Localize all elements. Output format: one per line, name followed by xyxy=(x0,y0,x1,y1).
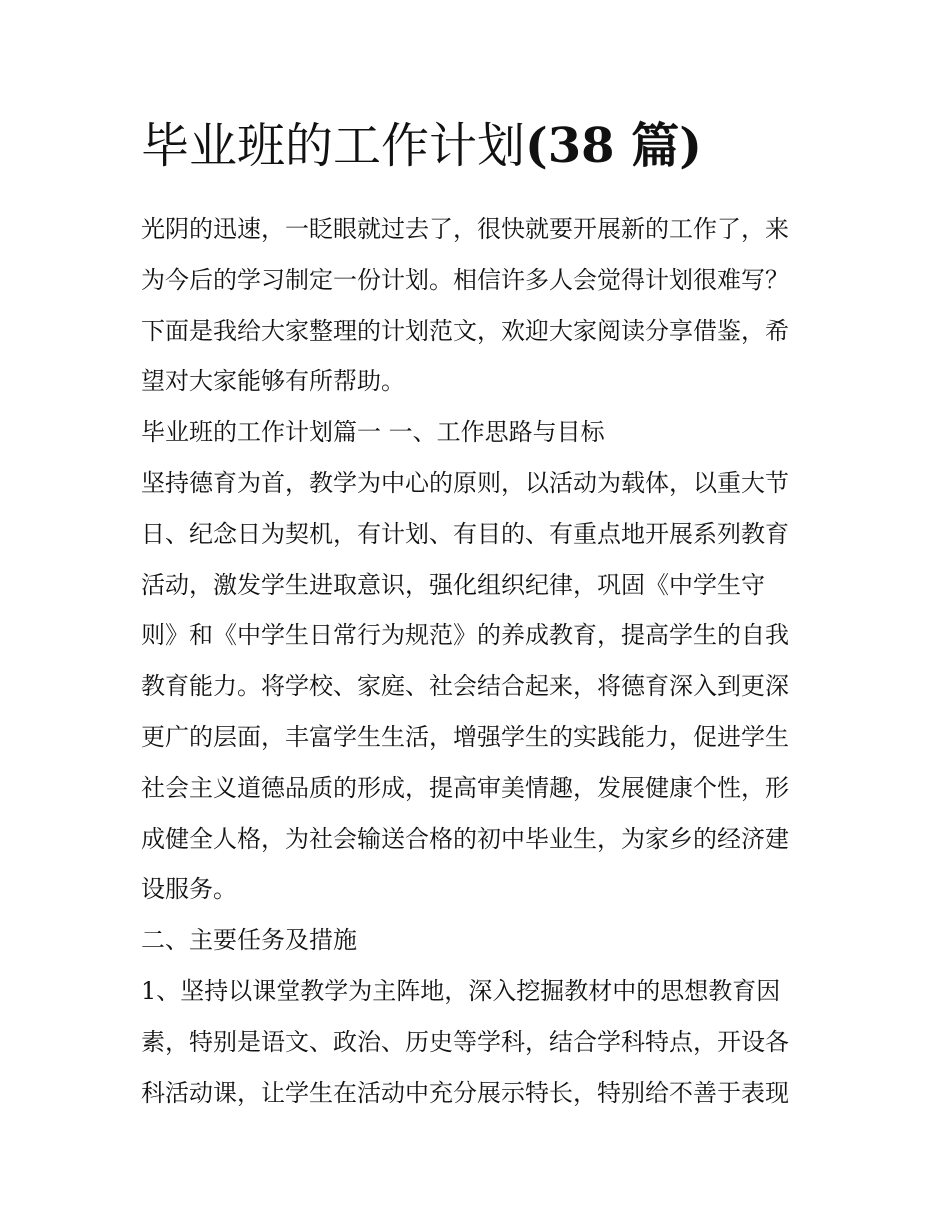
intro-paragraph xyxy=(141,204,816,407)
title-count-text: (38 篇) xyxy=(525,118,702,174)
section2-line: 1、坚持以课堂教学为主阵地，深入挖掘教材中的思想教育因 xyxy=(141,976,781,1005)
section1-line: 则》和《中学生日常行为规范》的养成教育，提高学生的自我 xyxy=(141,621,789,650)
section1-heading xyxy=(141,407,816,458)
document-content xyxy=(141,112,816,1118)
section2-heading xyxy=(141,915,816,966)
section1-line: 社会主义道德品质的形成，提高审美情趣，发展健康个性，形 xyxy=(141,773,789,802)
section2-paragraph xyxy=(141,966,816,1118)
section2-heading-text: 二、主要任务及措施 xyxy=(141,926,357,955)
section1-paragraph xyxy=(141,458,816,915)
section2-line: 素，特别是语文、政治、历史等学科，结合学科特点，开设各 xyxy=(141,1027,789,1056)
section1-line: 成健全人格，为社会输送合格的初中毕业生，为家乡的经济建 xyxy=(141,824,789,853)
intro-line: 为今后的学习制定一份计划。相信许多人会觉得计划很难写？ xyxy=(141,265,789,294)
intro-line: 下面是我给大家整理的计划范文，欢迎大家阅读分享借鉴，希 xyxy=(141,316,789,345)
document-title xyxy=(141,112,816,180)
section2-line: 科活动课，让学生在活动中充分展示特长，特别给不善于表现 xyxy=(141,1078,789,1107)
section1-heading-text: 毕业班的工作计划篇一 一、工作思路与目标 xyxy=(141,418,605,447)
section1-line: 设服务。 xyxy=(141,875,237,904)
section1-line: 教育能力。将学校、家庭、社会结合起来，将德育深入到更深 xyxy=(141,672,789,701)
section1-line: 活动，激发学生进取意识，强化组织纪律，巩固《中学生守 xyxy=(141,570,765,599)
section1-line: 坚持德育为首，教学为中心的原则，以活动为载体，以重大节 xyxy=(141,468,789,497)
intro-line: 光阴的迅速，一眨眼就过去了，很快就要开展新的工作了，来 xyxy=(141,215,789,243)
intro-line: 望对大家能够有所帮助。 xyxy=(141,367,405,396)
section1-line: 日、纪念日为契机，有计划、有目的、有重点地开展系列教育 xyxy=(141,519,789,548)
title-main-text: 毕业班的工作计划 xyxy=(141,118,526,174)
section1-line: 更广的层面，丰富学生生活，增强学生的实践能力，促进学生 xyxy=(141,722,789,751)
